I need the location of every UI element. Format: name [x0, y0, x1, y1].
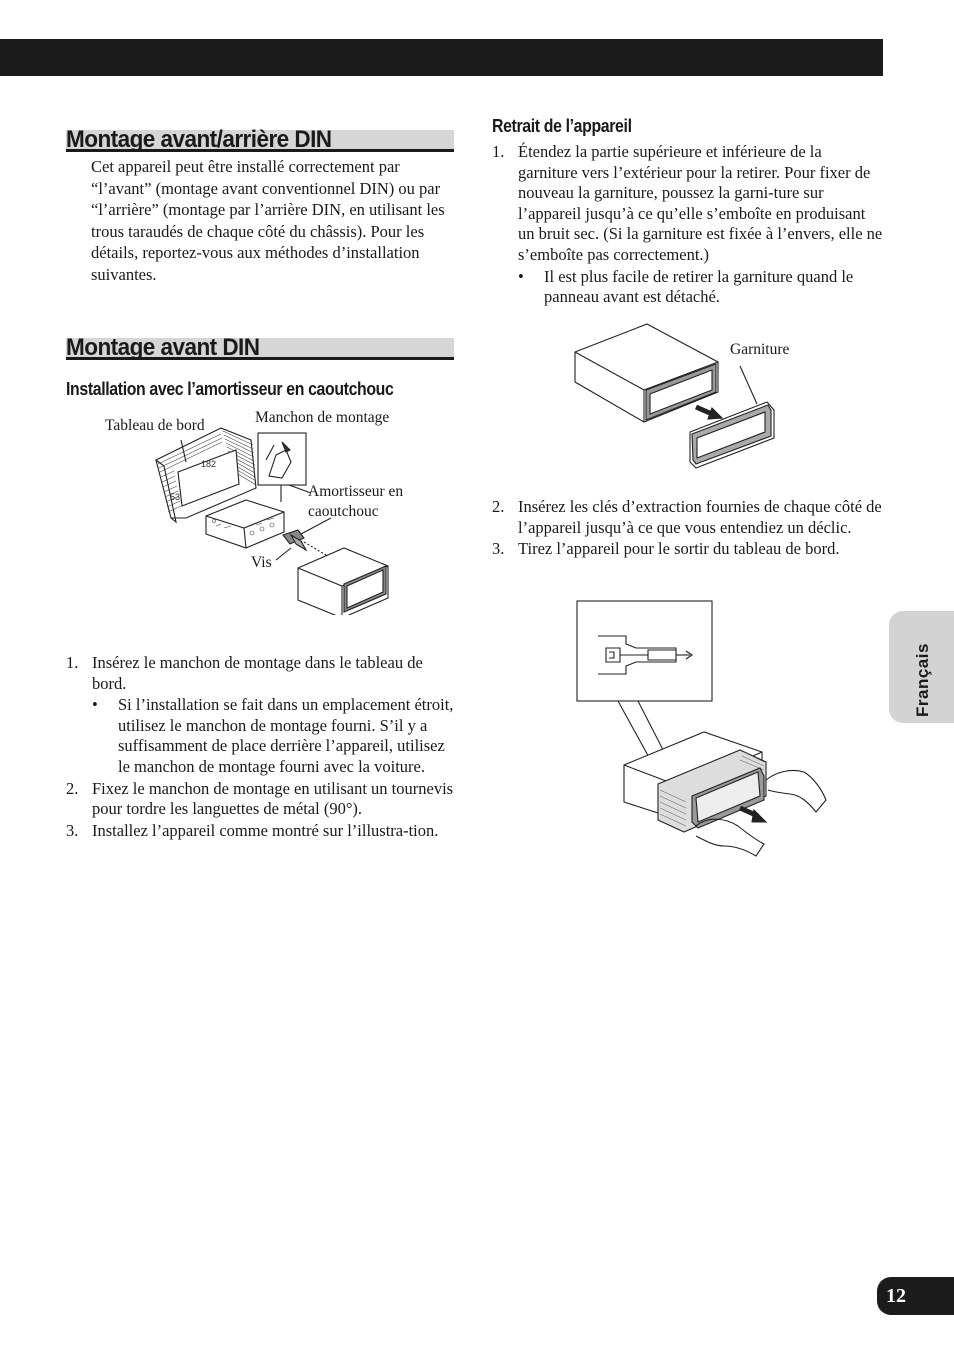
step-number: 3. — [492, 539, 505, 559]
list-item — [492, 497, 884, 538]
step-number: 1. — [66, 653, 79, 672]
list-item — [66, 779, 456, 820]
removal-steps-list-2 — [492, 497, 884, 561]
step-text: Tirez l’appareil pour le sortir du tableau de bord. — [518, 539, 840, 559]
label-screw: Vis — [251, 554, 272, 571]
header-bar — [0, 39, 883, 76]
step-text: Fixez le manchon de montage en utilisant un tournevis pour tordre les languettes de métal (90°). — [92, 778, 454, 819]
sub-bullet — [518, 267, 884, 308]
language-label: Français — [913, 643, 932, 717]
list-item — [66, 653, 456, 778]
label-rubber-1: Amortisseur en — [308, 483, 404, 500]
page-number: 12 — [877, 1277, 954, 1315]
bullet-symbol: • — [518, 266, 524, 286]
step-number: 2. — [66, 778, 79, 798]
list-item — [492, 539, 884, 560]
step-text: Étendez la partie supérieure et inférieure de la garniture vers l’extérieur pour la retirer. Pour fixer de nouveau la garniture, poussez la garni-ture sur l’appareil jusqu’à ce qu’elle s’emboîte en produisant un bruit sec. (Si la garniture est fixée à l’envers, elle ne s’emboîte pas correctement.) — [518, 142, 883, 264]
language-tab — [889, 611, 954, 723]
intro-paragraph: Cet appareil peut être installé correctement par “l’avant” (montage avant conventionnel DIN) ou par “l’arrière” (montage par l’arrière DIN, en utilisant les trous taraudés de chaque côté du châssis). Pour les détails, reportez-vous aux méthodes d’installation suivantes. — [91, 157, 445, 284]
dim-53: 53 — [170, 492, 181, 502]
label-dashboard: Tableau de bord — [105, 417, 205, 434]
sub-text: Si l’installation se fait dans un emplacement étroit, utilisez le manchon de montage fourni. S’il y a suffisamment de place derrière l’appareil, utilisez le manchon de montage fourni avec la voiture. — [118, 695, 454, 776]
trim-figure — [572, 322, 802, 472]
bullet-symbol: • — [92, 695, 98, 715]
section-title-text: Montage avant/arrière DIN — [66, 125, 332, 153]
section-title-front-rear — [66, 117, 454, 152]
trim-drawing — [572, 322, 802, 472]
removal-steps-list — [492, 142, 884, 309]
extraction-figure — [576, 600, 846, 862]
sub-text: Il est plus facile de retirer la garniture quand le panneau avant est détaché. — [544, 266, 854, 307]
step-text: Installez l’appareil comme montré sur l’illustra-tion. — [92, 820, 439, 840]
label-trim: Garniture — [730, 341, 790, 358]
section-title-front — [66, 325, 454, 360]
sub-bullet — [92, 695, 456, 777]
step-text: Insérez les clés d’extraction fournies de chaque côté de l’appareil jusqu’à ce que vous entendiez un déclic. — [518, 497, 882, 537]
extraction-drawing — [576, 600, 846, 862]
dim-182: 182 — [201, 459, 217, 469]
step-number: 1. — [492, 142, 505, 161]
list-item — [66, 821, 456, 842]
step-number: 3. — [66, 820, 79, 840]
label-rubber-2: caoutchouc — [308, 503, 379, 520]
front-steps-list — [66, 653, 456, 842]
installation-drawing — [86, 400, 456, 615]
subsection-title-removal: Retrait de l’appareil — [492, 116, 632, 136]
label-sleeve: Manchon de montage — [255, 409, 390, 426]
section-title-text: Montage avant DIN — [66, 333, 260, 361]
step-number: 2. — [492, 497, 505, 516]
installation-figure — [86, 400, 456, 615]
list-item — [492, 142, 884, 308]
subsection-title-rubber: Installation avec l’amortisseur en caoutchouc — [66, 379, 394, 399]
step-text: Insérez le manchon de montage dans le tableau de bord. — [92, 653, 423, 693]
